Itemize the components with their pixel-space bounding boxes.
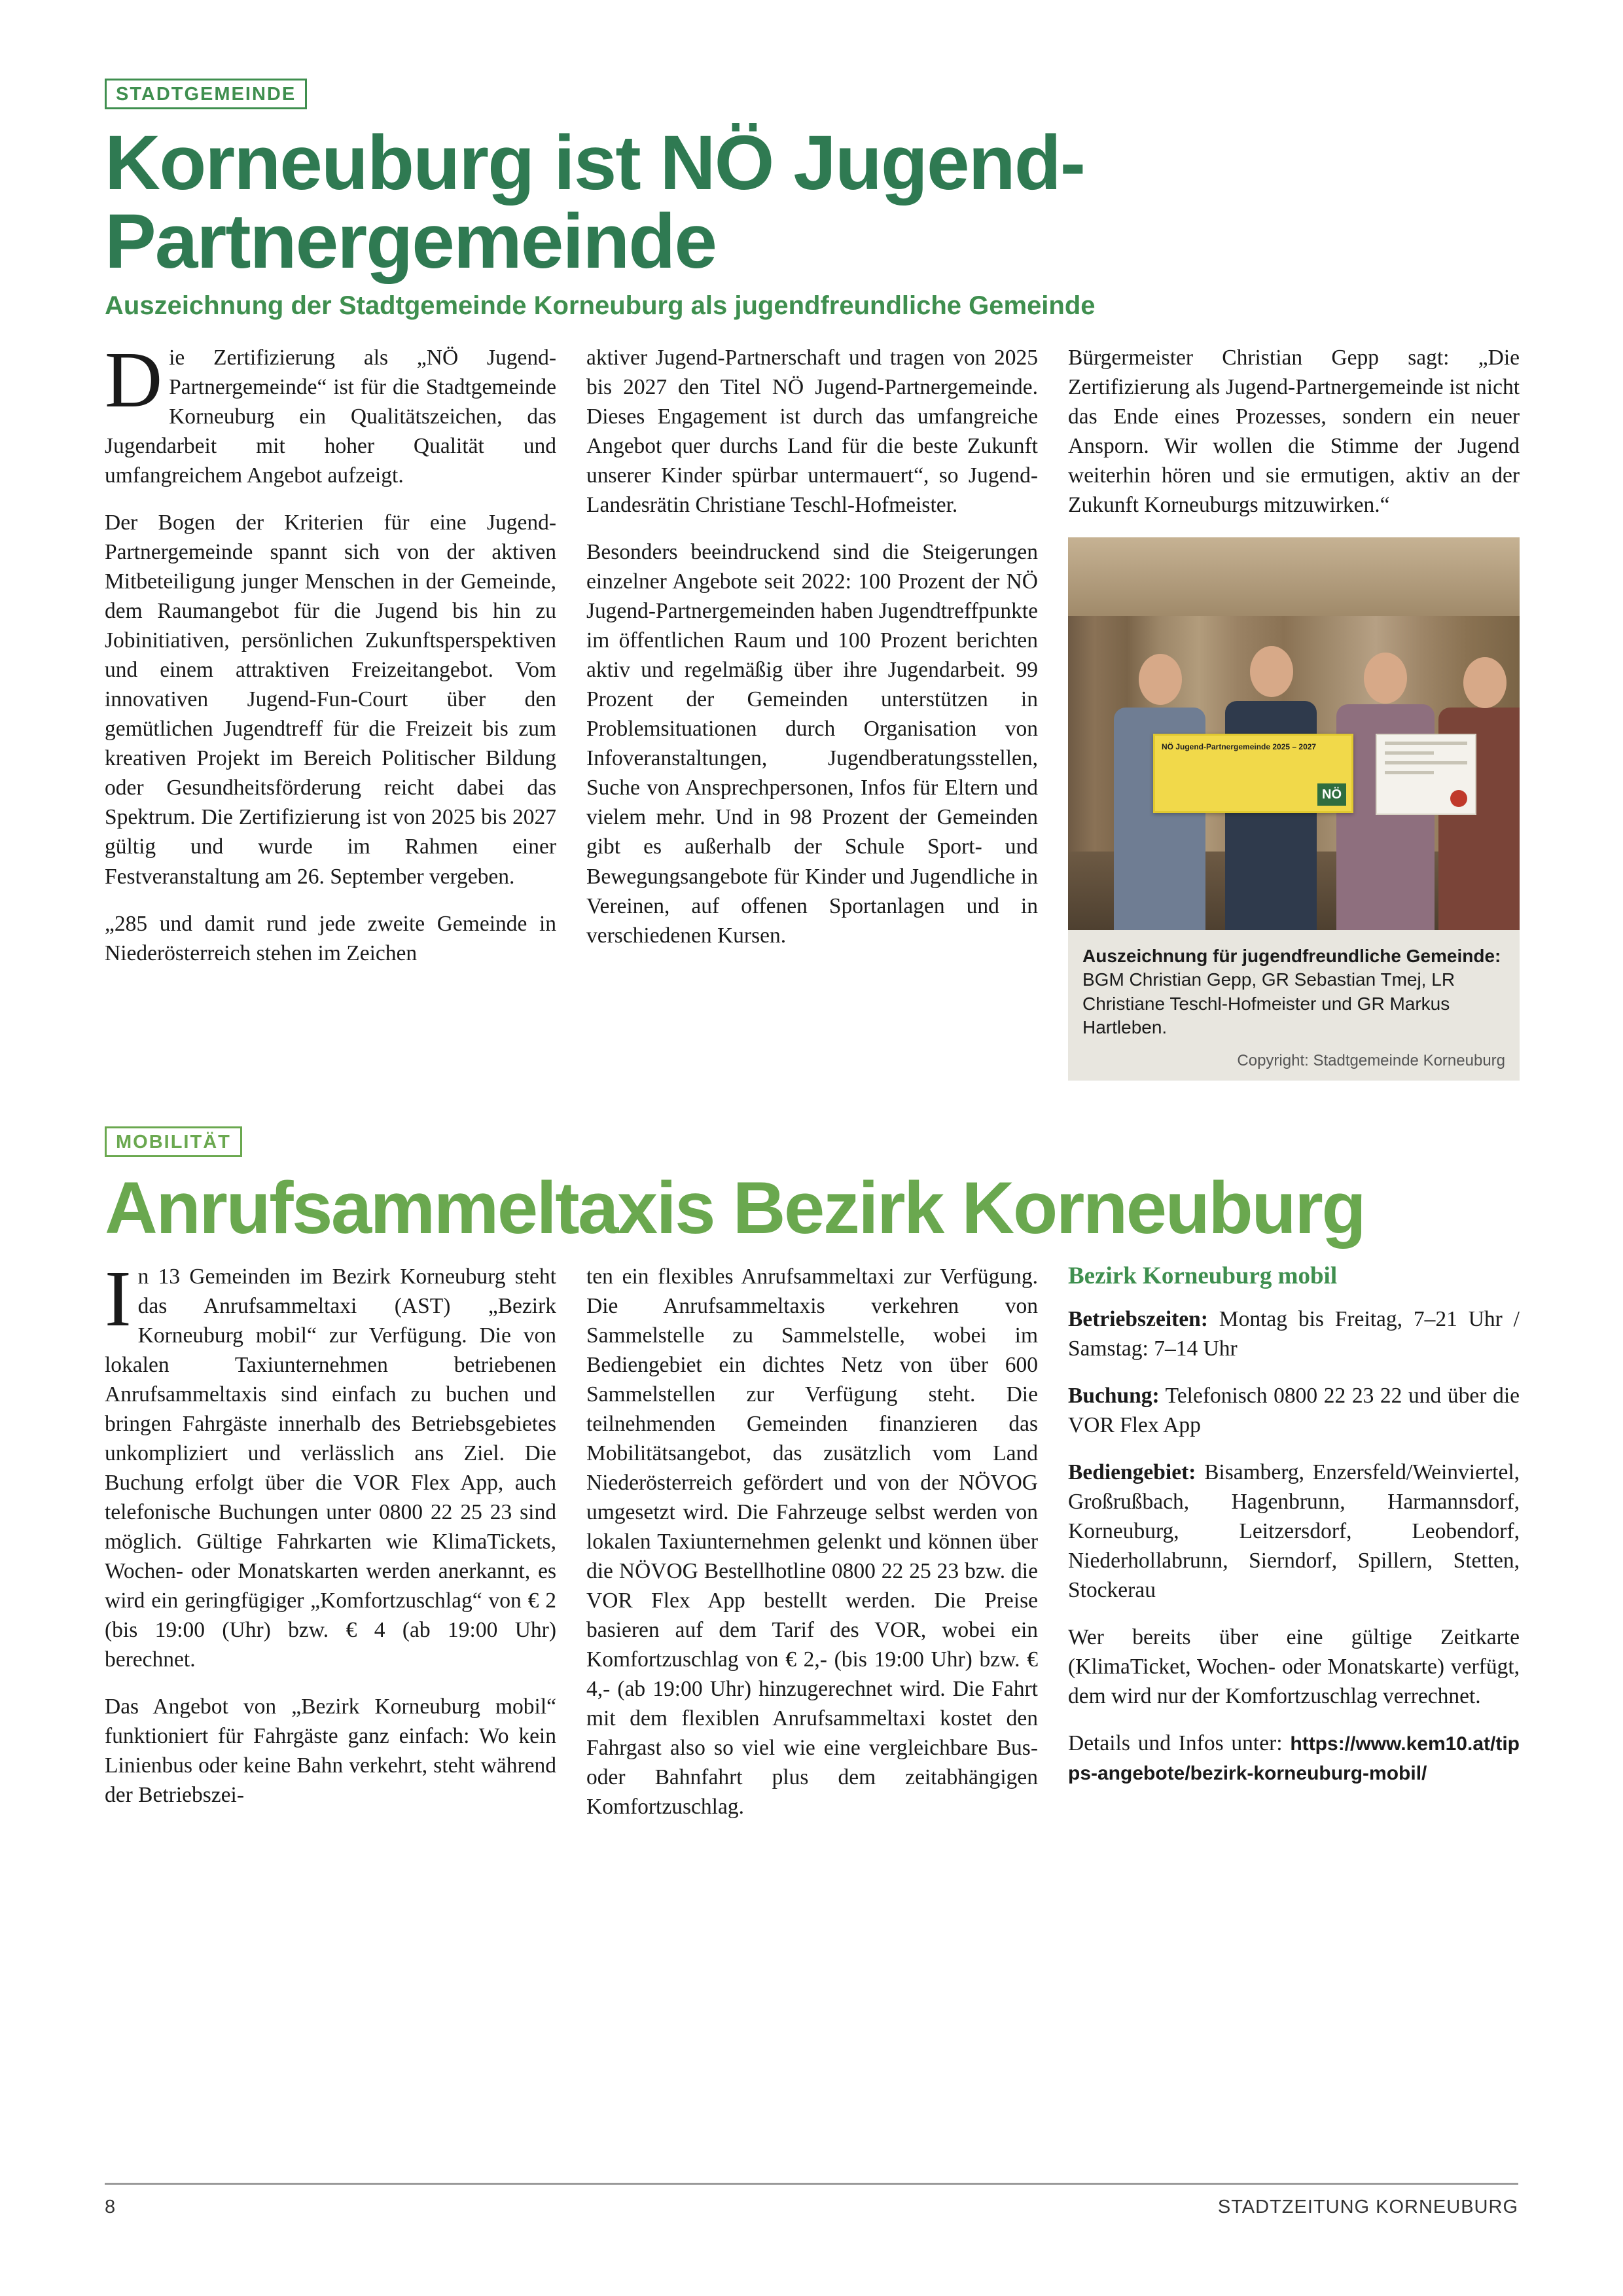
certificate-line: [1385, 771, 1434, 774]
certificate-line: [1385, 751, 1434, 755]
details-link[interactable]: https://www.kem10.at/tipps-angebote/bezirk-korneuburg-mobil/: [1068, 1733, 1520, 1785]
article1-headline: Korneuburg ist NÖ Jugend-Partnergemeinde: [105, 120, 1085, 285]
article2-kicker: MOBILITÄT: [105, 1126, 242, 1157]
info-bediengebiet: [1068, 1458, 1520, 1605]
caption-rest: BGM Christian Gepp, GR Sebastian Tmej, LR Christiane Teschl-Hofmeister und GR Markus Hartleben.: [1082, 969, 1455, 1038]
article2-columns: [105, 1254, 1520, 1822]
caption-lead: Auszeichnung für jugendfreundliche Gemeinde:: [1082, 946, 1501, 966]
info-label: Betriebszeiten:: [1068, 1306, 1208, 1331]
page-footer: [105, 2183, 1518, 2218]
award-certificate-small: [1376, 734, 1476, 815]
info-buchung: [1068, 1381, 1520, 1440]
info-label: Bediengebiet:: [1068, 1460, 1196, 1484]
paragraph-text: n 13 Gemeinden im Bezirk Korneuburg steht das Anrufsammeltaxi (AST) „Bezirk Korneuburg mobil“ zur Verfügung. Die von lokalen Taxiunternehmen betriebenen Anrufsammeltaxis sind einfach zu buchen und bringen Fahrgäste innerhalb des Betriebsgebietes unkompliziert und verlässlich ans Ziel. Die Buchung erfolgt über die VOR Flex App, auch telefonische Buchungen unter 0800 22 25 23 sind möglich. Gültige Fahrkarten wie KlimaTickets, Wochen- oder Monatskarten werden anerkannt, es wird ein geringfügiger „Komfortzuschlag“ von € 2 (bis 19:00 (Uhr) bzw. € 4 (ab 19:00 Uhr) berechnet.: [105, 1264, 556, 1672]
certificate-text: NÖ Jugend-Partnergemeinde 2025 – 2027: [1162, 742, 1317, 751]
page-number: 8: [105, 2197, 116, 2217]
photo-ceiling: [1068, 537, 1520, 616]
info-title: Bezirk Korneuburg mobil: [1068, 1262, 1338, 1289]
paragraph: Der Bogen der Kriterien für eine Jugend-Partnergemeinde spannt sich von der aktiven Mitbeteiligung junger Menschen in der Gemeinde, dem Raumangebot für die Jugend bis hin zu Jobinitiativen, persönlichen Zukunftsperspektiven und einem attraktiven Freizeitangebot. Vom innovativen Jugend-Fun-Court über den gemütlichen Jugendtreff für die Freizeit bis zum kreativen Projekt im Bereich Politischer Bildung oder Gesundheitsförderung reicht dabei das Spektrum. Die Zertifizierung ist von 2025 bis 2027 gültig und wurde im Rahmen einer Festveranstaltung am 26. September vergeben.: [105, 510, 556, 889]
info-value: Telefonisch 0800 22 23 22 und über die VOR Flex App: [1068, 1383, 1520, 1437]
article1-subhead: Auszeichnung der Stadtgemeinde Korneuburg als jugendfreundliche Gemeinde: [105, 291, 1096, 320]
info-betriebszeiten: [1068, 1304, 1520, 1363]
article1-column-2: [586, 343, 1038, 1081]
person-head: [1250, 646, 1293, 697]
info-details: [1068, 1729, 1520, 1787]
article2-headline: Anrufsammeltaxis Bezirk Korneuburg: [105, 1166, 1365, 1249]
paragraph-text: ie Zertifizierung als „NÖ Jugend-Partnergemeinde“ ist für die Stadtgemeinde Korneuburg ein Qualitätszeichen, das Jugendarbeit mit hoher Qualität und umfangreichem Angebot aufzeigt.: [105, 345, 556, 488]
article2-info-panel: [1068, 1262, 1520, 1822]
article-stadtgemeinde: [105, 79, 1518, 1081]
dropcap: I: [105, 1254, 132, 1343]
photo-block: [1068, 537, 1520, 1081]
award-certificate-large: [1153, 734, 1353, 813]
certificate-line: [1385, 761, 1467, 764]
page-content: [105, 79, 1518, 1821]
paragraph: „285 und damit rund jede zweite Gemeinde in Niederösterreich stehen im Zeichen: [105, 911, 556, 965]
article-mobilitaet: [105, 1126, 1518, 1822]
certificate-seal: [1450, 790, 1467, 807]
paragraph: Besonders beeindruckend sind die Steigerungen einzelner Angebote seit 2022: 100 Prozent der NÖ Jugend-Partnergemeinden haben Jugendtreffpunkte im öffentlichen Raum und 100 Prozent berichten aktiv und regelmäßig über ihre Jugendarbeit. 99 Prozent der Gemeinden unterstützen in Problemsituationen durch Organisation von Infoveranstaltungen, Jugendberatungsstellen, Suche von Ansprechpersonen, Infos für Eltern und vielem mehr. Und in 98 Prozent der Gemeinden gibt es außerhalb der Schule Sport- und Bewegungsangebote für Kinder und Jugendliche in Vereinen, auf offenen Sportanlagen und in verschiedenen Kursen.: [586, 540, 1038, 948]
info-zeitkarte: Wer bereits über eine gültige Zeitkarte (KlimaTicket, Wochen- oder Monatskarte) verfügt, dem wird nur der Komfortzuschlag verrechnet.: [1068, 1624, 1520, 1709]
publication-name: STADTZEITUNG KORNEUBURG: [1217, 2197, 1518, 2217]
info-label: Buchung:: [1068, 1383, 1160, 1408]
article1-kicker: STADTGEMEINDE: [105, 79, 307, 109]
photo-copyright: Copyright: Stadtgemeinde Korneuburg: [1068, 1049, 1520, 1081]
details-label: Details und Infos unter:: [1068, 1731, 1291, 1756]
person-head: [1463, 657, 1507, 708]
person-head: [1139, 654, 1182, 705]
footer-divider: [105, 2183, 1518, 2185]
info-value: Bisamberg, Enzersfeld/Weinviertel, Großrußbach, Hagenbrunn, Harmannsdorf, Korneuburg, Leitzersdorf, Leobendorf, Niederhollabrunn, Sierndorf, Spillern, Stetten, Stockerau: [1068, 1460, 1520, 1602]
certificate-line: [1385, 742, 1467, 745]
article2-column-2: [586, 1262, 1038, 1822]
paragraph: [105, 335, 556, 490]
paragraph: Das Angebot von „Bezirk Korneuburg mobil“ funktioniert für Fahrgäste ganz einfach: Wo kein Linienbus oder keine Bahn verkehrt, steht während der Betriebszei-: [105, 1695, 556, 1808]
paragraph: ten ein flexibles Anrufsammeltaxi zur Verfügung. Die Anrufsammeltaxis verkehren von Sammelstelle zu Sammelstelle, wobei im Bediengebiet ein dichtes Netz von über 600 Sammelstellen zur Verfügung steht. Die teilnehmenden Gemeinden finanzieren das Mobilitätsangebot, das zusätzlich vom Land Niederösterreich gefördert und von der NÖVOG umgesetzt wird. Die Fahrzeuge selbst werden von lokalen Taxiunternehmen gelenkt und können über die NÖVOG Bestellhotline 0800 22 25 23 bzw. die VOR Flex App bestellt werden. Die Preise basieren auf dem Tarif des VOR, wobei ein Komfortzuschlag von € 2,- (bis 19:00 Uhr) bzw. € 4,- (ab 19:00 Uhr) hinzugerechnet wird. Die Fahrt mit dem flexiblen Anrufsammeltaxi kostet den Fahrgast also so viel wie eine vergleichbare Bus- oder Bahnfahrt plus dem zeitabhängigen Komfortzuschlag.: [586, 1264, 1038, 1820]
article1-column-3: [1068, 343, 1520, 1081]
article1-columns: [105, 335, 1520, 1081]
paragraph: aktiver Jugend-Partnerschaft und tragen von 2025 bis 2027 den Titel NÖ Jugend-Partnergemeinde. Dieses Engagement ist durch das umfangreiche Angebot quer durchs Land für die beste Zukunft unserer Kinder spürbar untermauert“, so Jugend-Landesrätin Christiane Teschl-Hofmeister.: [586, 345, 1038, 517]
info-value: Montag bis Freitag, 7–21 Uhr / Samstag: 7–14 Uhr: [1068, 1306, 1520, 1361]
award-photo: [1068, 537, 1520, 930]
dropcap: D: [105, 335, 163, 424]
article2-column-1: [105, 1254, 556, 1822]
certificate-badge: NÖ: [1317, 783, 1346, 806]
paragraph: [105, 1254, 556, 1675]
person-head: [1364, 653, 1407, 704]
paragraph: Bürgermeister Christian Gepp sagt: „Die Zertifizierung als Jugend-Partnergemeinde ist nicht das Ende eines Prozesses, sondern ein neuer Ansporn. Wir wollen die Stimme der Jugend weiterhin hören und sie ermutigen, aktiv an der Zukunft Korneuburgs mitzuwirken.“: [1068, 345, 1520, 517]
footer-row: [105, 2197, 1518, 2218]
photo-caption: [1068, 930, 1520, 1049]
article1-column-1: [105, 335, 556, 1081]
